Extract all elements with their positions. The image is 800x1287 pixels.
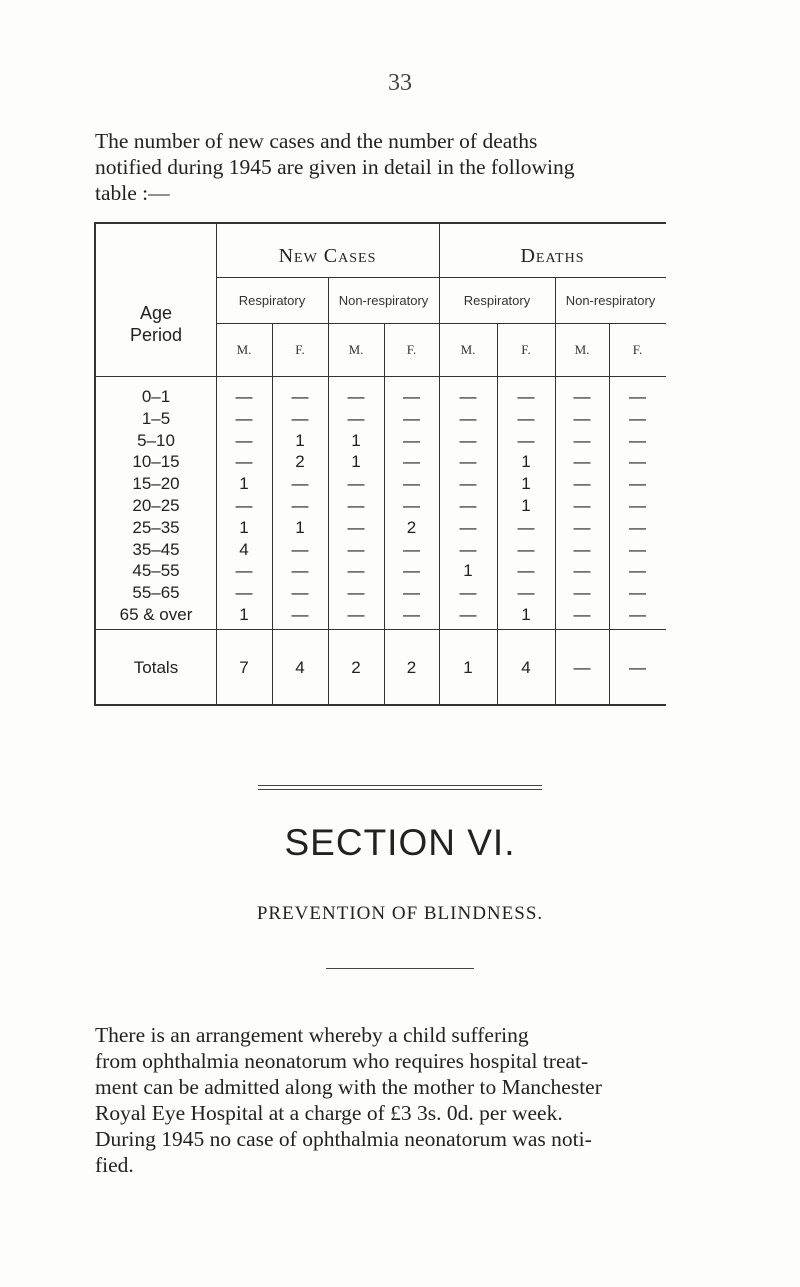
table-cell: 1 <box>351 452 361 471</box>
age-header-line-2: Period <box>129 325 183 345</box>
table-cell: — <box>629 540 646 559</box>
table-cell: — <box>403 474 420 493</box>
subheader-new-nonrespiratory: Non-respiratory <box>338 293 429 308</box>
paragraph-line: ment can be admitted along with the mother to Manchester <box>95 1075 602 1099</box>
table-cell: — <box>573 540 591 559</box>
table-cell: — <box>347 409 365 428</box>
section-subtitle: PREVENTION OF BLINDNESS. <box>256 903 544 924</box>
table-cell: — <box>517 431 535 450</box>
table-cell: — <box>291 583 309 602</box>
table-cell: — <box>629 583 646 602</box>
table-cell: 1 <box>295 518 305 537</box>
table-cell: — <box>459 431 477 450</box>
table-cell: — <box>517 518 535 537</box>
table-cell: — <box>235 409 253 428</box>
table-top-border <box>94 222 666 224</box>
table-cell: 4 <box>239 540 249 559</box>
new-cases-header: New Cases <box>278 244 377 267</box>
table-cell: — <box>459 540 477 559</box>
table-cell: — <box>347 561 365 580</box>
table-cell: — <box>573 387 591 406</box>
deaths-header: Deaths <box>520 244 585 267</box>
section-title: SECTION VI. <box>284 822 516 863</box>
page-number: 33 <box>388 70 412 96</box>
table-cell: — <box>403 387 420 406</box>
table-row-age: 35–45 <box>132 540 180 559</box>
table-cell: — <box>235 496 253 515</box>
separator-rule <box>258 785 542 786</box>
table-cell: — <box>403 452 420 471</box>
paragraph-line: Royal Eye Hospital at a charge of £3 3s. 0d. per week. <box>95 1101 563 1125</box>
table-cell: — <box>347 387 365 406</box>
body-top-rule <box>94 376 666 377</box>
table-cell: — <box>629 474 646 493</box>
table-cell: — <box>517 409 535 428</box>
table-cell: — <box>291 496 309 515</box>
intro-line-3: table :— <box>95 181 170 205</box>
table-cell: — <box>403 431 420 450</box>
table-cell: — <box>291 540 309 559</box>
table-cell: — <box>403 496 420 515</box>
table-cell: — <box>347 496 365 515</box>
table-cell: — <box>235 561 253 580</box>
table-cell: — <box>291 561 309 580</box>
table-cell: — <box>459 496 477 515</box>
table-cell: 1 <box>521 474 531 493</box>
subheader-deaths-nonrespiratory: Non-respiratory <box>565 293 656 308</box>
intro-line-2: notified during 1945 are given in detail in the following <box>95 155 575 179</box>
table-row-age: 5–10 <box>137 431 175 450</box>
age-header-line-1: Age <box>139 303 173 323</box>
subheader-new-respiratory: Respiratory <box>238 293 306 308</box>
subheader-deaths-respiratory: Respiratory <box>463 293 531 308</box>
table-cell: — <box>573 518 591 537</box>
table-cell: — <box>347 518 365 537</box>
table-cell: — <box>517 540 535 559</box>
paragraph-line: from ophthalmia neonatorum who requires hospital treat- <box>95 1049 589 1073</box>
separator-rule <box>258 789 542 790</box>
age-period-header <box>96 294 216 354</box>
paragraph-line: During 1945 no case of ophthalmia neonatorum was noti- <box>95 1127 592 1151</box>
table-bottom-border <box>94 704 666 706</box>
table-cell: — <box>459 387 477 406</box>
table-cell: — <box>629 496 646 515</box>
table-cell: — <box>629 431 646 450</box>
mf-header: M. <box>348 342 364 357</box>
table-row-age: 20–25 <box>132 496 180 515</box>
table-cell: — <box>291 409 309 428</box>
totals-cell: 1 <box>463 658 473 677</box>
table-cell: 2 <box>406 518 417 537</box>
table-cell: — <box>573 496 591 515</box>
mf-header: M. <box>574 342 590 357</box>
mf-header: M. <box>236 342 252 357</box>
table-cell: — <box>573 605 591 624</box>
totals-cell: 2 <box>406 658 417 677</box>
totals-top-rule <box>94 629 666 630</box>
table-cell: 2 <box>295 452 305 471</box>
totals-cell: 2 <box>351 658 361 677</box>
table-cell: — <box>573 583 591 602</box>
table-cell: — <box>291 474 309 493</box>
table-cell: 1 <box>521 452 531 471</box>
table-cell: — <box>403 540 420 559</box>
totals-cell: 4 <box>521 658 531 677</box>
mf-header: F. <box>406 342 417 357</box>
table-cell: — <box>629 605 646 624</box>
totals-cell: 4 <box>295 658 305 677</box>
mf-header: F. <box>295 342 305 357</box>
mf-header: M. <box>460 342 476 357</box>
table-cell: 1 <box>463 561 473 580</box>
totals-cell: 7 <box>239 658 249 677</box>
table-cell: — <box>291 387 309 406</box>
table-cell: — <box>459 474 477 493</box>
paragraph-line: fied. <box>95 1153 134 1177</box>
table-cell: — <box>517 583 535 602</box>
table-row-age: 55–65 <box>132 583 180 602</box>
table-cell: 1 <box>239 474 249 493</box>
table-cell: — <box>347 474 365 493</box>
section-rule <box>326 968 474 969</box>
table-cell: — <box>403 605 420 624</box>
table-row-age: 25–35 <box>132 518 180 537</box>
table-cell: — <box>629 387 646 406</box>
table-cell: — <box>403 409 420 428</box>
table-cell: 1 <box>295 431 305 450</box>
table-row-age: 15–20 <box>132 474 180 493</box>
table-cell: 1 <box>351 431 361 450</box>
cases-deaths-table <box>94 222 666 706</box>
table-cell: — <box>403 583 420 602</box>
table-cell: — <box>403 561 420 580</box>
table-cell: — <box>235 387 253 406</box>
totals-label: Totals <box>133 658 179 677</box>
table-cell: — <box>235 583 253 602</box>
table-cell: — <box>629 452 646 471</box>
table-cell: 1 <box>239 605 249 624</box>
table-cell: 1 <box>521 605 531 624</box>
mf-header: F. <box>521 342 531 357</box>
table-cell: — <box>517 387 535 406</box>
intro-line-1: The number of new cases and the number of deaths <box>95 129 538 153</box>
table-row-age: 1–5 <box>141 409 171 428</box>
table-cell: — <box>459 518 477 537</box>
table-cell: — <box>629 561 646 580</box>
table-cell: — <box>573 452 591 471</box>
table-cell: — <box>573 561 591 580</box>
table-cell: — <box>459 452 477 471</box>
table-cell: 1 <box>521 496 531 515</box>
table-cell: — <box>235 452 253 471</box>
table-cell: — <box>573 431 591 450</box>
body-paragraph <box>95 1022 675 1178</box>
totals-cell: — <box>573 658 591 677</box>
paragraph-line: There is an arrangement whereby a child suffering <box>95 1023 529 1047</box>
table-cell: — <box>573 474 591 493</box>
table-row-age: 0–1 <box>141 387 171 406</box>
table-cell: — <box>459 583 477 602</box>
table-row-age: 65 & over <box>119 605 193 624</box>
table-cell: — <box>459 409 477 428</box>
table-cell: — <box>235 431 253 450</box>
table-row-age: 10–15 <box>132 452 180 471</box>
totals-cell: — <box>629 658 646 677</box>
table-cell: — <box>347 540 365 559</box>
mf-header: F. <box>632 342 643 357</box>
table-cell: 1 <box>239 518 249 537</box>
intro-text <box>95 128 675 206</box>
table-cell: — <box>347 605 365 624</box>
table-row-age: 45–55 <box>132 561 180 580</box>
table-cell: — <box>459 605 477 624</box>
table-cell: — <box>291 605 309 624</box>
table-cell: — <box>347 583 365 602</box>
table-cell: — <box>629 518 646 537</box>
table-cell: — <box>517 561 535 580</box>
table-cell: — <box>573 409 591 428</box>
table-cell: — <box>629 409 646 428</box>
